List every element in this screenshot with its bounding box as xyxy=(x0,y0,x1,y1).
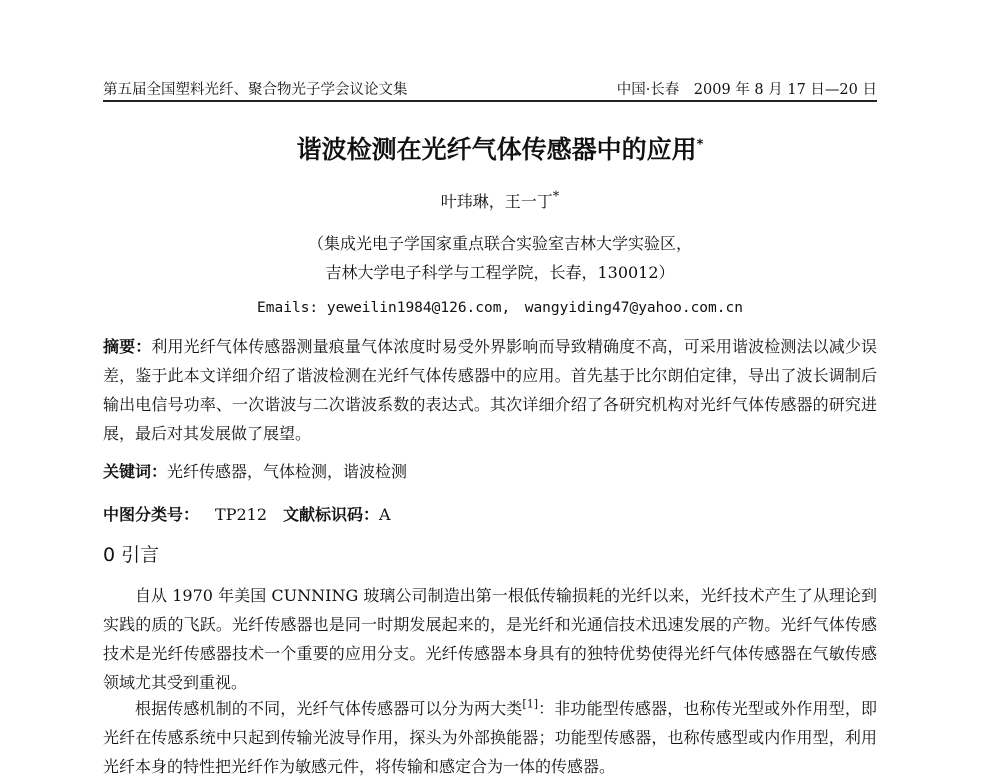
running-header xyxy=(103,74,877,102)
doc-code-value: A xyxy=(379,505,391,524)
keywords xyxy=(103,457,877,486)
abstract xyxy=(103,332,877,448)
authors xyxy=(0,189,1000,212)
body-paragraph-2-rest: ：非功能型传感器，也称传光型或外作用型，即光纤在传感系统中只起到传输光波导作用，探头为外部换能器；功能型传感器，也称传感型或内作用型，利用光纤本身的特性把光纤作为敏感元件，将传输和感定合为一体的传感器。 xyxy=(103,699,877,776)
affiliation-line-2: 吉林大学电子科学与工程学院，长春，130012） xyxy=(325,263,675,282)
authors-text: 叶玮琳，王一丁 xyxy=(440,192,553,211)
abstract-text: 利用光纤气体传感器测量痕量气体浓度时易受外界影响而导致精确度不高，可采用谐波检测法以减少误差，鉴于此本文详细介绍了谐波检测在光纤气体传感器中的应用。首先基于比尔朗伯定律，导出了波长调制后输出电信号功率、一次谐波与二次谐波系数的表达式。其次详细介绍了各研究机构对光纤气体传感器的研究进展，最后对其发展做了展望。 xyxy=(103,337,877,443)
abstract-label: 摘要： xyxy=(103,337,152,356)
keywords-text: 光纤传感器，气体检测，谐波检测 xyxy=(167,462,408,481)
header-proceedings: 第五届全国塑料光纤、聚合物光子学会议论文集 xyxy=(103,82,408,98)
header-location-date: 中国·长春 2009 年 8 月 17 日—20 日 xyxy=(616,82,877,98)
keywords-label: 关键词： xyxy=(103,462,168,481)
citation-ref[interactable]: [1] xyxy=(522,697,538,711)
doc-code-label: 文献标识码： xyxy=(283,505,380,524)
section-number: 0 xyxy=(103,544,116,566)
affiliation-line-1: （集成光电子学国家重点联合实验室吉林大学实验区， xyxy=(307,234,692,253)
classification xyxy=(103,500,877,529)
paper-title-text: 谐波检测在光纤气体传感器中的应用 xyxy=(296,135,697,164)
paper-title xyxy=(0,130,1000,166)
body-paragraph-2 xyxy=(103,694,877,781)
clc-value: TP212 xyxy=(215,505,267,524)
body-paragraph-2-start: 根据传感机制的不同，光纤气体传感器可以分为两大类 xyxy=(135,699,523,718)
section-title: 引言 xyxy=(121,544,160,566)
body-paragraph-1: 自从 1970 年美国 CUNNING 玻璃公司制造出第一根低传输损耗的光纤以来，光纤技术产生了从理论到实践的质的飞跃。光纤传感器也是同一时期发展起来的，是光纤和光通信技术迅速发展的产物。光纤气体传感技术是光纤传感器技术一个重要的应用分支。光纤传感器本身具有的独特优势使得光纤气体传感器在气敏传感领域尤其受到重视。 xyxy=(103,586,877,692)
emails: Emails: yeweilin1984@126.com, wangyiding47@yahoo.com.cn xyxy=(257,300,743,316)
title-footnote-mark: * xyxy=(696,137,704,153)
clc-label: 中图分类号： xyxy=(103,505,200,524)
section-heading xyxy=(103,540,159,567)
author-footnote-mark: * xyxy=(552,189,560,205)
